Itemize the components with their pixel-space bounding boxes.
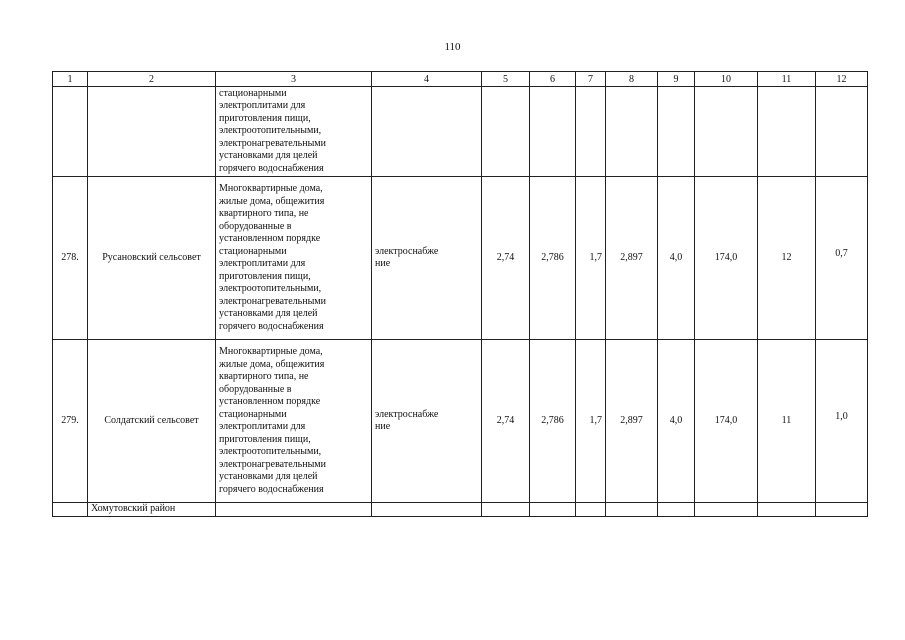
value-col11: 12 <box>758 177 816 340</box>
table-row <box>53 340 868 503</box>
header-cell: 10 <box>695 72 758 87</box>
value-col7: 1,7 <box>576 340 606 503</box>
header-cell: 5 <box>482 72 530 87</box>
value-col9: 4,0 <box>658 177 695 340</box>
cell-empty <box>372 87 482 177</box>
cell-empty <box>576 87 606 177</box>
value-col12-text: 1,0 <box>835 410 848 422</box>
header-cell: 9 <box>658 72 695 87</box>
header-cell: 6 <box>530 72 576 87</box>
value-col6: 2,786 <box>530 177 576 340</box>
cell-empty <box>530 87 576 177</box>
value-col5: 2,74 <box>482 177 530 340</box>
cell-empty <box>758 87 816 177</box>
service-type: электроснабже ние <box>372 177 482 340</box>
cell-empty <box>606 87 658 177</box>
page-number: 110 <box>444 41 461 53</box>
row-number: 278. <box>53 177 88 340</box>
value-col12-text: 0,7 <box>835 247 848 259</box>
header-cell: 1 <box>53 72 88 87</box>
tariff-table <box>52 71 868 517</box>
cell-empty <box>658 503 695 517</box>
consumer-description: Многоквартирные дома, жилые дома, общежития квартирного типа, не оборудованные в установленном порядке стационарными электроплитами для приготовления пищи, электроотопительными, электронагревательными установками для целей горячего водоснабжения <box>216 177 372 340</box>
value-col5: 2,74 <box>482 340 530 503</box>
header-cell: 8 <box>606 72 658 87</box>
cell-empty <box>658 87 695 177</box>
cell-empty <box>816 503 868 517</box>
district-name: Хомутовский район <box>88 503 216 517</box>
value-col11: 11 <box>758 340 816 503</box>
cell-empty <box>606 503 658 517</box>
value-col12 <box>816 340 868 503</box>
value-col12 <box>816 177 868 340</box>
header-cell: 12 <box>816 72 868 87</box>
cell-empty <box>576 503 606 517</box>
value-col7: 1,7 <box>576 177 606 340</box>
value-col8: 2,897 <box>606 177 658 340</box>
value-col9: 4,0 <box>658 340 695 503</box>
cell-empty <box>482 87 530 177</box>
value-col8: 2,897 <box>606 340 658 503</box>
table-row-district <box>53 503 868 517</box>
row-number: 279. <box>53 340 88 503</box>
cell-empty <box>758 503 816 517</box>
header-cell: 4 <box>372 72 482 87</box>
header-cell: 2 <box>88 72 216 87</box>
header-cell: 3 <box>216 72 372 87</box>
cell-empty <box>372 503 482 517</box>
table-row <box>53 177 868 340</box>
cell-empty <box>816 87 868 177</box>
cell-empty <box>695 87 758 177</box>
table-row-continuation <box>53 87 868 177</box>
cell-empty <box>88 87 216 177</box>
settlement-name: Русановский сельсовет <box>88 177 216 340</box>
value-col10: 174,0 <box>695 340 758 503</box>
cell-empty <box>482 503 530 517</box>
value-col6: 2,786 <box>530 340 576 503</box>
cell-empty <box>53 87 88 177</box>
continuation-description: стационарными электроплитами для приготовления пищи, электроотопительными, электронагревательными установками для целей горячего водоснабжения <box>216 87 372 177</box>
header-cell: 11 <box>758 72 816 87</box>
table-header-row <box>53 72 868 87</box>
settlement-name: Солдатский сельсовет <box>88 340 216 503</box>
service-type: электроснабже ние <box>372 340 482 503</box>
header-cell: 7 <box>576 72 606 87</box>
value-col10: 174,0 <box>695 177 758 340</box>
cell-empty <box>53 503 88 517</box>
cell-empty <box>216 503 372 517</box>
cell-empty <box>695 503 758 517</box>
cell-empty <box>530 503 576 517</box>
consumer-description: Многоквартирные дома, жилые дома, общежития квартирного типа, не оборудованные в установленном порядке стационарными электроплитами для приготовления пищи, электроотопительными, электронагревательными установками для целей горячего водоснабжения <box>216 340 372 503</box>
